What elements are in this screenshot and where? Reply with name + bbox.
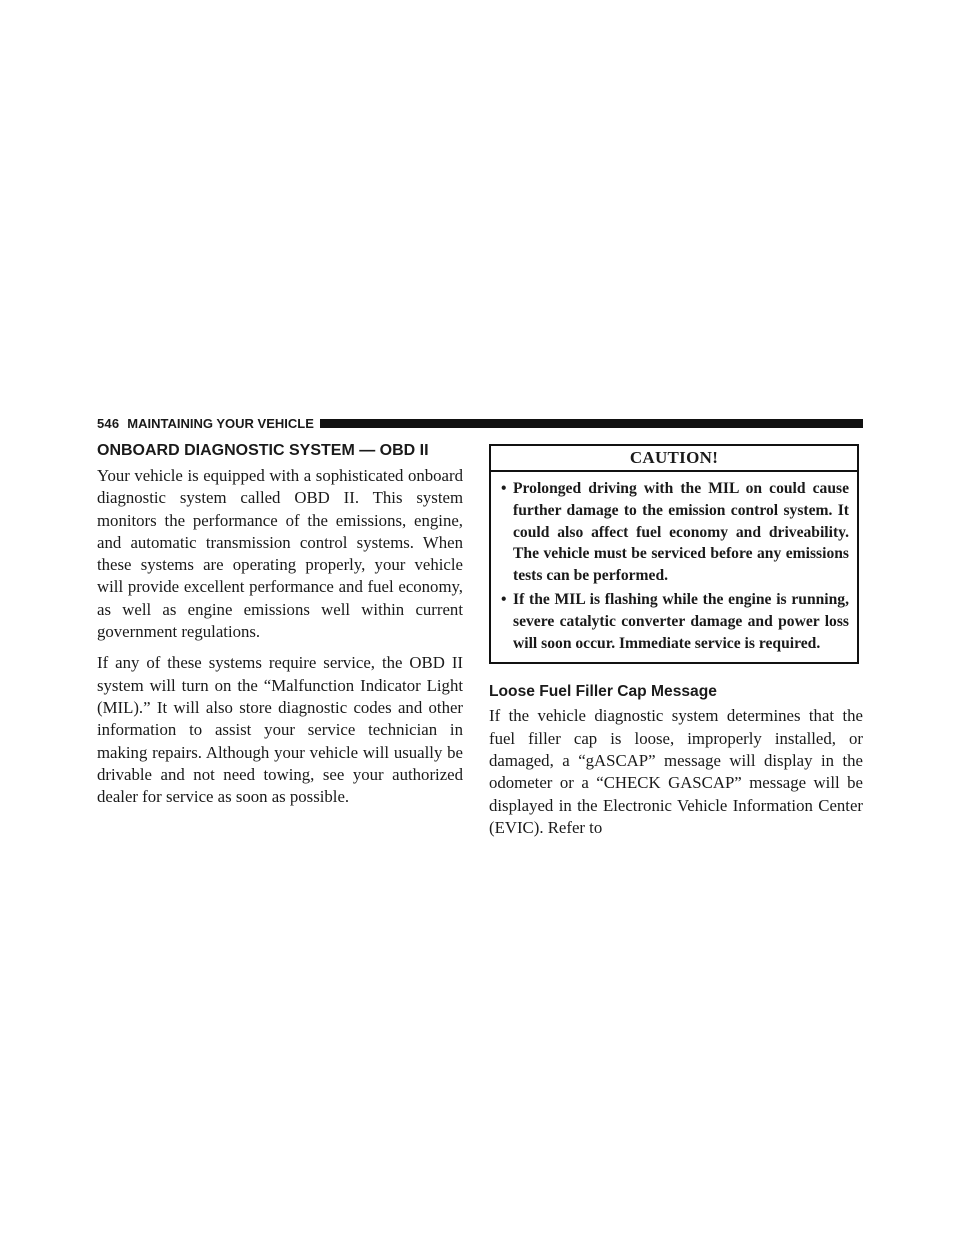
subsection-title: Loose Fuel Filler Cap Message bbox=[489, 683, 717, 701]
paragraph-obd-intro: Your vehicle is equipped with a sophisticated onboard diagnostic system called OBD II. This system monitors the performance of the emissions, engine, and automatic transmission control systems. When these systems are operating properly, your vehicle will provide excellent performance and fuel economy, as well as engine emissions well within current government regulations. bbox=[97, 466, 463, 642]
right-column bbox=[489, 444, 863, 848]
caution-box bbox=[489, 444, 859, 664]
caution-item-text: If the MIL is flashing while the engine is running, severe catalytic converter damage and power loss will soon occur. Immediate service is required. bbox=[513, 590, 849, 652]
page-header bbox=[97, 414, 863, 432]
section-title: ONBOARD DIAGNOSTIC SYSTEM — OBD II bbox=[97, 442, 429, 459]
header-rule bbox=[320, 419, 863, 428]
caution-item bbox=[499, 589, 849, 654]
caution-title: CAUTION! bbox=[491, 446, 857, 472]
caution-item bbox=[499, 478, 849, 587]
paragraph-gascap: If the vehicle diagnostic system determines that the fuel filler cap is loose, improperly installed, or damaged, a “gASCAP” message will display in the odometer or a “CHECK GASCAP” message will be displayed in the Electronic Vehicle Information Center (EVIC). Refer to bbox=[489, 706, 863, 837]
caution-body bbox=[491, 472, 857, 662]
paragraph-obd-service: If any of these systems require service, the OBD II system will turn on the “Malfunction Indicator Light (MIL).” It will also store diagnostic codes and other information to assist your service technician in making repairs. Although your vehicle will usually be drivable and not need towing, see your authorized dealer for service as soon as possible. bbox=[97, 653, 463, 807]
bullet-icon: • bbox=[501, 590, 507, 608]
caution-item-text: Prolonged driving with the MIL on could cause further damage to the emission control system. It could also affect fuel economy and driveability. The vehicle must be serviced before any emissions tests can be performed. bbox=[513, 480, 849, 585]
page-number: 546 bbox=[97, 415, 120, 431]
bullet-icon: • bbox=[501, 480, 507, 497]
left-column bbox=[97, 440, 463, 817]
section-heading: MAINTAINING YOUR VEHICLE bbox=[127, 415, 314, 431]
